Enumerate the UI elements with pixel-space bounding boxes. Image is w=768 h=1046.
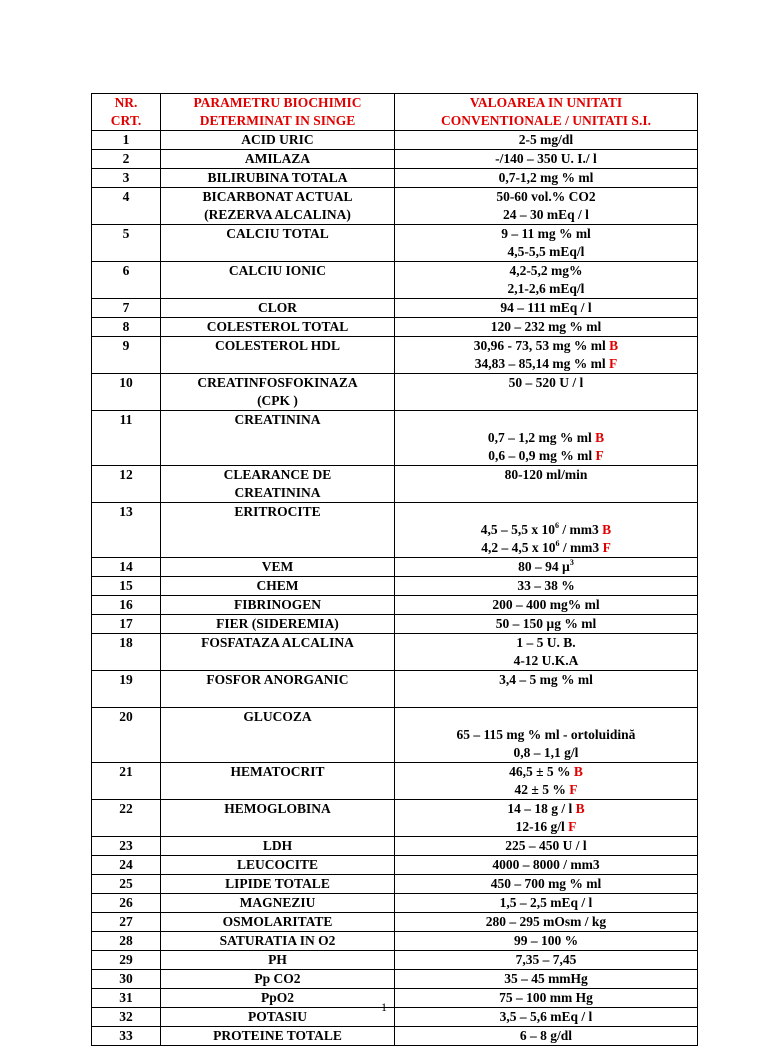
parameter-line: GLUCOZA [243, 709, 312, 724]
row-number: 17 [92, 615, 161, 634]
reference-value [395, 615, 698, 634]
value-line [397, 856, 695, 874]
row-number: 22 [92, 800, 161, 837]
value-line [397, 337, 695, 355]
parameter-name [161, 169, 395, 188]
parameter-name [161, 503, 395, 558]
parameter-line: BICARBONAT ACTUAL [202, 189, 353, 204]
parameter-line: PROTEINE TOTALE [213, 1028, 342, 1043]
reference-value [395, 1027, 698, 1046]
parameter-line: AMILAZA [244, 151, 311, 166]
value-text: 12-16 g/l [515, 819, 569, 834]
parameter-name [161, 558, 395, 577]
value-text: 14 – 18 g / l [507, 801, 576, 816]
value-text: 42 ± 5 % [514, 782, 570, 797]
table-row [92, 856, 698, 875]
row-number: 13 [92, 503, 161, 558]
table-row [92, 596, 698, 615]
value-line [397, 280, 695, 298]
parameter-name [161, 337, 395, 374]
parameter-line: HEMATOCRIT [230, 764, 325, 779]
value-line [397, 558, 695, 576]
parameter-name [161, 875, 395, 894]
table-row [92, 188, 698, 225]
value-text: 120 – 232 mg % ml [490, 319, 602, 334]
value-line [397, 894, 695, 912]
reference-value [395, 577, 698, 596]
table-row [92, 837, 698, 856]
table-row [92, 615, 698, 634]
table-row [92, 411, 698, 466]
value-text: 50-60 vol.% CO2 [496, 189, 596, 204]
reference-value [395, 671, 698, 708]
parameter-name [161, 800, 395, 837]
parameter-line: ERITROCITE [234, 504, 321, 519]
parameter-line: SATURATIA IN O2 [219, 933, 336, 948]
reference-value [395, 913, 698, 932]
row-number: 7 [92, 299, 161, 318]
parameter-name [161, 577, 395, 596]
parameter-line: CALCIU TOTAL [226, 226, 329, 241]
value-line [397, 374, 695, 392]
table-row [92, 466, 698, 503]
value-line [397, 577, 695, 595]
parameter-name [161, 837, 395, 856]
row-number: 21 [92, 763, 161, 800]
value-line [397, 875, 695, 893]
table-row [92, 671, 698, 708]
table-row [92, 932, 698, 951]
parameter-name [161, 932, 395, 951]
parameter-name [161, 262, 395, 299]
value-line [397, 225, 695, 243]
value-text: 46,5 ± 5 % [509, 764, 574, 779]
row-number: 10 [92, 374, 161, 411]
value-text: 34,83 – 85,14 mg % ml [474, 356, 609, 371]
value-line [397, 262, 695, 280]
parameter-line: HEMOGLOBINA [224, 801, 331, 816]
value-text: 75 – 100 mm Hg [499, 990, 593, 1005]
value-line [397, 188, 695, 206]
value-line [397, 131, 695, 149]
parameter-name [161, 913, 395, 932]
reference-value [395, 837, 698, 856]
sex-marker: B [609, 338, 619, 353]
parameter-line: LIPIDE TOTALE [225, 876, 330, 891]
value-text: 3,4 – 5 mg % ml [499, 672, 593, 687]
table-row [92, 169, 698, 188]
parameter-line: POTASIU [247, 1009, 307, 1024]
value-line [397, 970, 695, 988]
row-number: 12 [92, 466, 161, 503]
reference-value [395, 337, 698, 374]
value-line [397, 466, 695, 484]
parameter-name [161, 411, 395, 466]
value-line [397, 652, 695, 670]
row-number: 24 [92, 856, 161, 875]
value-text: 7,35 – 7,45 [515, 952, 577, 967]
value-text: -/140 – 350 U. I./ l [495, 151, 597, 166]
parameter-line: COLESTEROL HDL [215, 338, 340, 353]
value-line [397, 800, 695, 818]
parameter-line: CLOR [257, 300, 297, 315]
parameter-name [161, 318, 395, 337]
sex-marker: F [569, 782, 578, 797]
row-number: 31 [92, 989, 161, 1008]
reference-value [395, 299, 698, 318]
row-number: 29 [92, 951, 161, 970]
table-row [92, 894, 698, 913]
sex-marker: B [595, 430, 605, 445]
sex-marker: F [609, 356, 618, 371]
row-number: 15 [92, 577, 161, 596]
reference-value [395, 932, 698, 951]
parameter-name [161, 466, 395, 503]
table-row [92, 299, 698, 318]
reference-values-table [91, 93, 698, 1046]
value-line [397, 169, 695, 187]
reference-value [395, 875, 698, 894]
value-text: 0,6 – 0,9 mg % ml [488, 448, 596, 463]
value-text: 24 – 30 mEq / l [503, 207, 589, 222]
table-row [92, 318, 698, 337]
table-body [92, 131, 698, 1046]
value-line [397, 447, 695, 465]
reference-value [395, 169, 698, 188]
value-line [397, 596, 695, 614]
value-line [397, 318, 695, 336]
value-line [397, 837, 695, 855]
table-row [92, 1027, 698, 1046]
parameter-line: CALCIU IONIC [228, 263, 327, 278]
row-number: 19 [92, 671, 161, 708]
value-exponent: 6 [555, 521, 560, 530]
reference-value [395, 596, 698, 615]
parameter-name [161, 970, 395, 989]
value-exponent: 3 [569, 558, 574, 567]
row-number: 2 [92, 150, 161, 169]
reference-value [395, 558, 698, 577]
parameter-line: MAGNEZIU [239, 895, 316, 910]
parameter-line: PpO2 [260, 990, 294, 1005]
parameter-name [161, 671, 395, 708]
reference-value [395, 951, 698, 970]
parameter-line: (REZERVA ALCALINA) [204, 207, 351, 222]
reference-value [395, 411, 698, 466]
row-number: 32 [92, 1008, 161, 1027]
row-number: 30 [92, 970, 161, 989]
row-number: 11 [92, 411, 161, 466]
value-line [397, 206, 695, 224]
value-line [397, 521, 695, 539]
reference-value [395, 800, 698, 837]
value-text: 80-120 ml/min [504, 467, 588, 482]
parameter-name [161, 894, 395, 913]
value-text: 0,7 – 1,2 mg % ml [487, 430, 596, 445]
parameter-name [161, 634, 395, 671]
parameter-name [161, 763, 395, 800]
value-line [397, 429, 695, 447]
value-text: 4000 – 8000 / mm3 [492, 857, 600, 872]
table-row [92, 708, 698, 763]
parameter-line: OSMOLARITATE [222, 914, 333, 929]
value-text: 4,2-5,2 mg% [509, 263, 583, 278]
row-number: 6 [92, 262, 161, 299]
value-text: 1,5 – 2,5 mEq / l [499, 895, 593, 910]
parameter-line: FIBRINOGEN [233, 597, 321, 612]
sex-marker: F [595, 448, 604, 463]
row-number: 3 [92, 169, 161, 188]
value-line [397, 243, 695, 261]
value-text: 99 – 100 % [513, 933, 579, 948]
value-line [397, 1027, 695, 1045]
reference-value [395, 503, 698, 558]
value-text: 30,96 - 73, 53 mg % ml [473, 338, 610, 353]
table-row [92, 577, 698, 596]
value-text: 50 – 520 U / l [508, 375, 584, 390]
parameter-line: (CPK ) [257, 393, 298, 408]
row-number: 26 [92, 894, 161, 913]
parameter-line: FIER (SIDEREMIA) [216, 616, 339, 631]
parameter-line: COLESTEROL TOTAL [206, 319, 349, 334]
row-number: 8 [92, 318, 161, 337]
parameter-line: FOSFOR ANORGANIC [206, 672, 349, 687]
value-text: 65 – 115 mg % ml - ortoluidină [456, 727, 636, 742]
value-line [397, 781, 695, 799]
table-row [92, 337, 698, 374]
value-text: 4-12 U.K.A [513, 653, 579, 668]
value-line [397, 355, 695, 373]
table-row [92, 970, 698, 989]
row-number: 20 [92, 708, 161, 763]
parameter-line: PH [268, 952, 287, 967]
parameter-line: LEUCOCITE [236, 857, 319, 872]
sex-marker: B [602, 522, 612, 537]
table-row [92, 558, 698, 577]
reference-value [395, 856, 698, 875]
parameter-line: ACID URIC [241, 132, 314, 147]
reference-value [395, 225, 698, 262]
parameter-name [161, 299, 395, 318]
parameter-name [161, 615, 395, 634]
table-row [92, 150, 698, 169]
header-parameter: PARAMETRU BIOCHIMIC DETERMINAT IN SINGE [161, 94, 395, 131]
parameter-name [161, 188, 395, 225]
value-text: 80 – 94 µ [518, 559, 570, 574]
reference-value [395, 150, 698, 169]
reference-value [395, 970, 698, 989]
reference-value [395, 188, 698, 225]
value-line [397, 744, 695, 762]
row-number: 9 [92, 337, 161, 374]
table-row [92, 875, 698, 894]
row-number: 33 [92, 1027, 161, 1046]
row-number: 18 [92, 634, 161, 671]
header-value: VALOAREA IN UNITATI CONVENTIONALE / UNITATI S.I. [395, 94, 698, 131]
reference-value [395, 318, 698, 337]
row-number: 16 [92, 596, 161, 615]
parameter-name [161, 131, 395, 150]
parameter-name [161, 374, 395, 411]
reference-value [395, 262, 698, 299]
value-text: 35 – 45 mmHg [504, 971, 588, 986]
value-text: 0,8 – 1,1 g/l [513, 745, 579, 760]
parameter-name [161, 596, 395, 615]
table-row [92, 800, 698, 837]
value-line [397, 932, 695, 950]
header-nr: NR. CRT. [92, 94, 161, 131]
value-text: 50 – 150 µg % ml [495, 616, 597, 631]
reference-value [395, 894, 698, 913]
value-text: 2-5 mg/dl [518, 132, 574, 147]
table-row [92, 225, 698, 262]
value-line [397, 299, 695, 317]
value-line [397, 150, 695, 168]
parameter-line: CHEM [256, 578, 299, 593]
value-line [397, 634, 695, 652]
value-text: 6 – 8 g/dl [519, 1028, 573, 1043]
value-line [397, 615, 695, 633]
parameter-name [161, 856, 395, 875]
table-row [92, 503, 698, 558]
table-row [92, 131, 698, 150]
parameter-line: CREATININA [234, 485, 321, 500]
row-number: 4 [92, 188, 161, 225]
value-unit: / mm3 [559, 540, 603, 555]
row-number: 28 [92, 932, 161, 951]
value-text: 225 – 450 U / l [505, 838, 587, 853]
value-text: 0,7-1,2 mg % ml [498, 170, 594, 185]
sex-marker: F [602, 540, 611, 555]
parameter-line: VEM [261, 559, 294, 574]
reference-value [395, 466, 698, 503]
sex-marker: B [573, 764, 583, 779]
parameter-name [161, 150, 395, 169]
value-line [397, 818, 695, 836]
sex-marker: F [568, 819, 577, 834]
page-number: 1 [381, 1000, 387, 1014]
row-number: 23 [92, 837, 161, 856]
parameter-line: CREATININA [234, 412, 321, 427]
table-row [92, 374, 698, 411]
parameter-line: LDH [262, 838, 293, 853]
value-text: 33 – 38 % [517, 578, 575, 593]
reference-value [395, 131, 698, 150]
header-row [92, 94, 698, 131]
value-text: 280 – 295 mOsm / kg [485, 914, 607, 929]
value-exponent: 6 [555, 539, 560, 548]
reference-value [395, 374, 698, 411]
value-text: 1 – 5 U. B. [516, 635, 576, 650]
value-unit: / mm3 [559, 522, 603, 537]
sex-marker: B [575, 801, 585, 816]
value-text: 3,5 – 5,6 mEq / l [499, 1009, 593, 1024]
value-line [397, 671, 695, 689]
row-number: 1 [92, 131, 161, 150]
parameter-name [161, 225, 395, 262]
value-line [397, 951, 695, 969]
value-line [397, 539, 695, 557]
row-number: 27 [92, 913, 161, 932]
parameter-name [161, 708, 395, 763]
value-text: 4,5 – 5,5 x 10 [480, 522, 556, 537]
row-number: 14 [92, 558, 161, 577]
reference-value [395, 634, 698, 671]
table-row [92, 951, 698, 970]
value-text: 4,2 – 4,5 x 10 [481, 540, 556, 555]
value-text: 450 – 700 mg % ml [490, 876, 602, 891]
value-text: 2,1-2,6 mEq/l [507, 281, 585, 296]
row-number: 25 [92, 875, 161, 894]
value-text: 9 – 11 mg % ml [501, 226, 591, 241]
table-row [92, 262, 698, 299]
parameter-line: CREATINFOSFOKINAZA [197, 375, 358, 390]
row-number: 5 [92, 225, 161, 262]
parameter-name [161, 1027, 395, 1046]
parameter-name [161, 951, 395, 970]
parameter-line: FOSFATAZA ALCALINA [201, 635, 354, 650]
value-text: 4,5-5,5 mEq/l [507, 244, 585, 259]
parameter-line: CLEARANCE DE [223, 467, 332, 482]
reference-value [395, 763, 698, 800]
value-line [397, 726, 695, 744]
value-text: 94 – 111 mEq / l [500, 300, 592, 315]
reference-value [395, 708, 698, 763]
value-text: 200 – 400 mg% ml [492, 597, 600, 612]
value-line [397, 763, 695, 781]
parameter-line: Pp CO2 [254, 971, 301, 986]
table-row [92, 913, 698, 932]
parameter-line: BILIRUBINA TOTALA [207, 170, 348, 185]
table-row [92, 634, 698, 671]
table-row [92, 763, 698, 800]
value-line [397, 913, 695, 931]
